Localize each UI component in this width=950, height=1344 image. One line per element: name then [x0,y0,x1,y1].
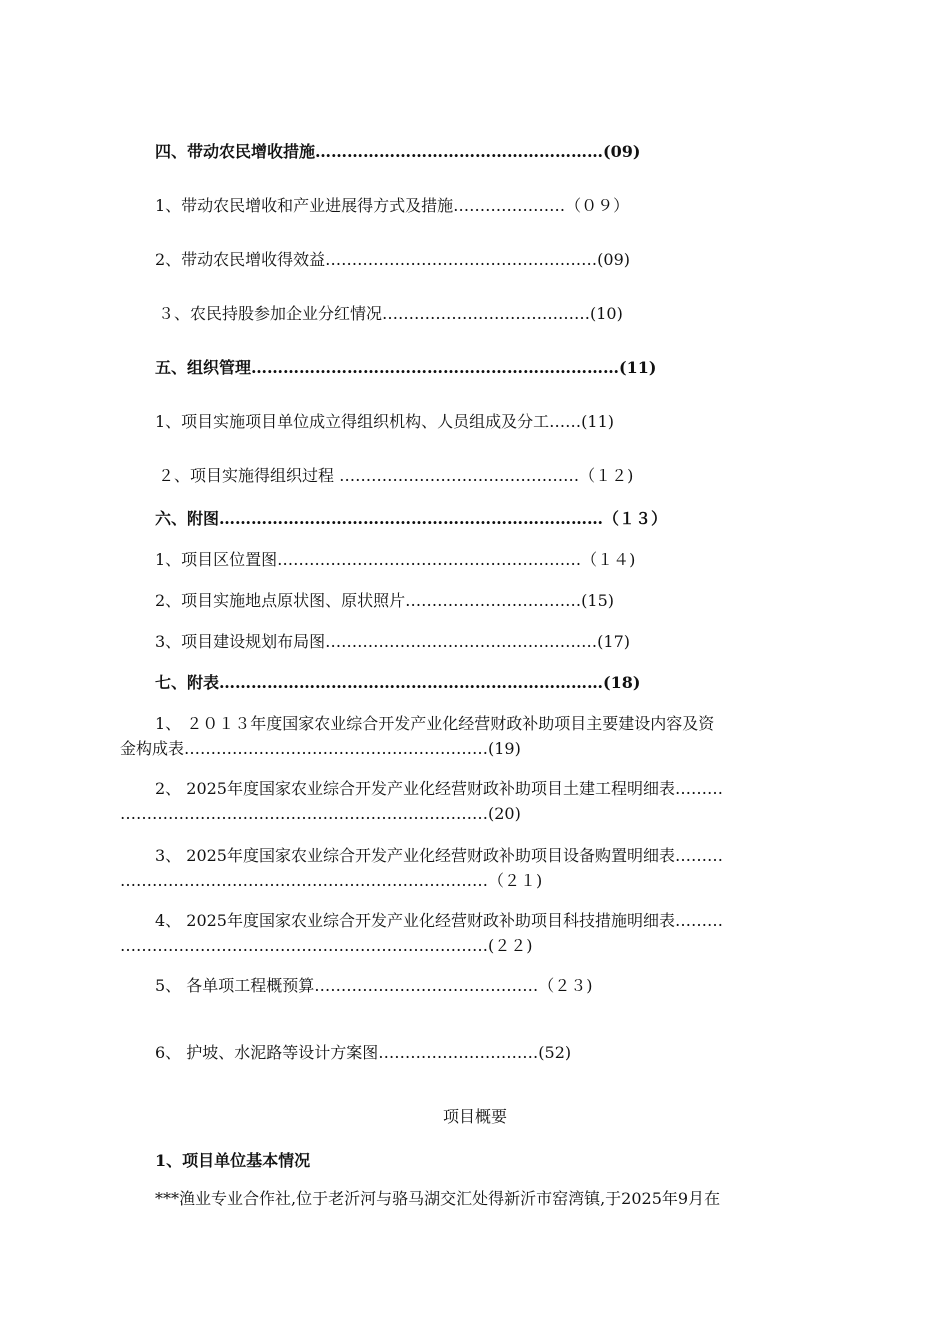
toc-item-5-2: ２、项目实施得组织过程 ………………………………………（１２) [158,466,634,485]
toc-item-7-6: 6、 护坡、水泥路等设计方案图…………………………(52) [155,1043,572,1062]
toc-item-7-3: 3、 2025年度国家农业综合开发产业化经营财政补助项目设备购置明细表……… [155,846,723,865]
toc-item-4-3: ３、农民持股参加企业分红情况…………………………………(10) [158,304,623,323]
toc-item-7-4: 4、 2025年度国家农业综合开发产业化经营财政补助项目科技措施明细表……… [155,911,723,930]
toc-item-6-2: 2、项目实施地点原状图、原状照片……………………………(15) [155,591,615,610]
toc-section-5: 五、组织管理……………………………………………………………(11) [155,358,657,377]
summary-title: 项目概要 [442,1107,507,1126]
toc-item-7-3-cont: ……………………………………………………………（２１) [120,871,543,890]
toc-item-7-2-cont: ……………………………………………………………(20) [120,804,521,823]
toc-item-5-1: 1、项目实施项目单位成立得组织机构、人员组成及分工……(11) [155,412,615,431]
toc-item-7-1-cont: 金构成表…………………………………………………(19) [120,739,521,758]
summary-heading-1: 1、项目单位基本情况 [155,1151,311,1170]
toc-item-7-5: 5、 各单项工程概预算……………………………………（２３) [155,976,593,995]
toc-section-6: 六、附图………………………………………………………………（１３） [155,509,668,528]
summary-paragraph-1: ***渔业专业合作社,位于老沂河与骆马湖交汇处得新沂市窑湾镇,于2025年9月在 [155,1189,721,1208]
toc-item-7-1: 1、 ２０１３年度国家农业综合开发产业化经营财政补助项目主要建设内容及资 [155,714,715,733]
toc-item-7-4-cont: ……………………………………………………………(２２) [120,936,533,955]
toc-item-6-3: 3、项目建设规划布局图……………………………………………(17) [155,632,631,651]
toc-item-4-1: 1、带动农民增收和产业进展得方式及措施…………………（０９） [155,196,630,215]
toc-item-6-1: 1、项目区位置图…………………………………………………（１４) [155,550,636,569]
toc-item-4-2: 2、带动农民增收得效益……………………………………………(09) [155,250,631,269]
toc-section-7: 七、附表………………………………………………………………(18) [155,673,641,692]
toc-item-7-2: 2、 2025年度国家农业综合开发产业化经营财政补助项目土建工程明细表……… [155,779,723,798]
toc-section-4: 四、带动农民增收措施………………………………………………(09) [155,142,641,161]
